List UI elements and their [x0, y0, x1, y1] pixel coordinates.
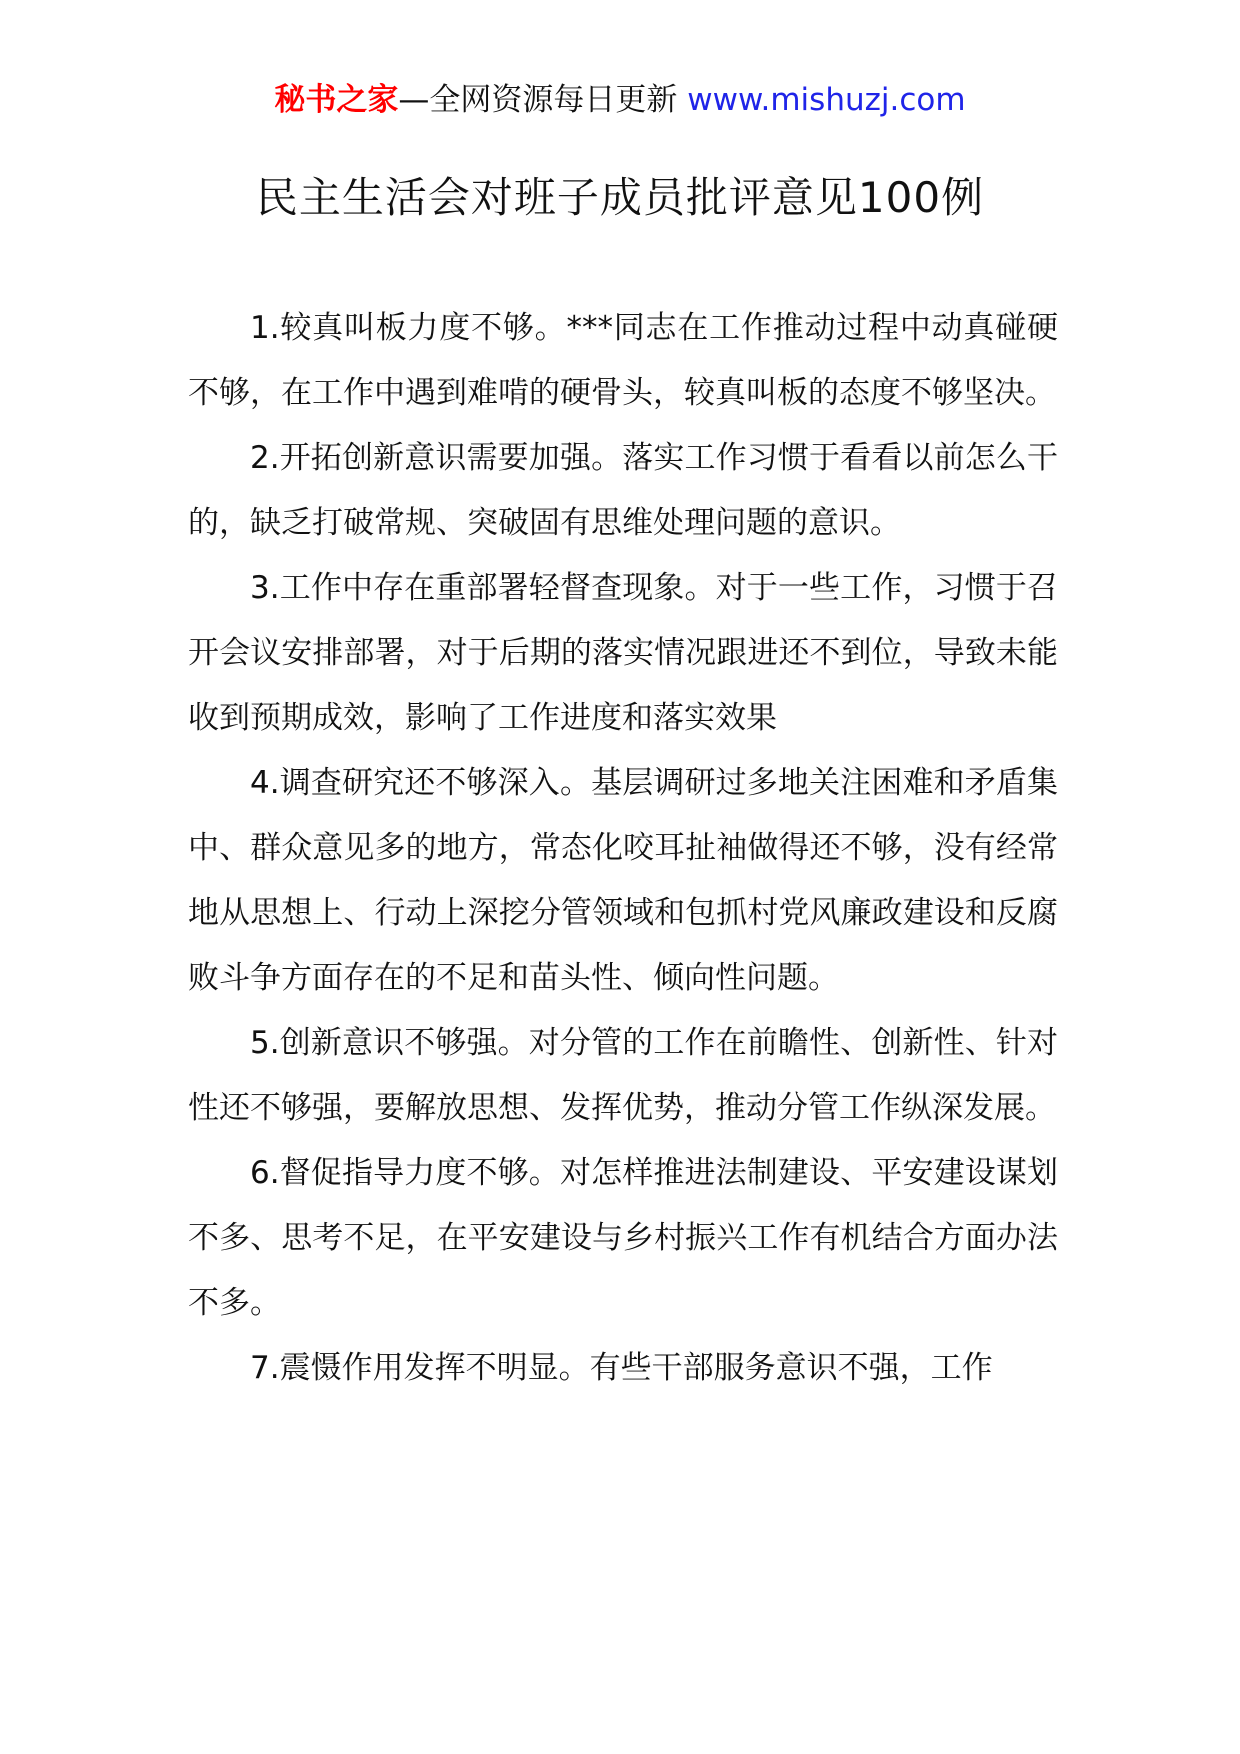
paragraph-1: 1.较真叫板力度不够。***同志在工作推动过程中动真碰硬不够，在工作中遇到难啃的硬骨头，较真叫板的态度不够坚决。 — [188, 310, 1058, 411]
header-tagline: —全网资源每日更新 — [398, 82, 688, 118]
brand-name: 秘书之家 — [274, 82, 399, 118]
paragraph-4: 4.调查研究还不够深入。基层调研过多地关注困难和矛盾集中、群众意见多的地方，常态化咬耳扯袖做得还不够，没有经常地从思想上、行动上深挖分管领域和包抓村党风廉政建设和反腐败斗争方面存在的不足和苗头性、倾向性问题。 — [188, 765, 1058, 996]
paragraph-6: 6.督促指导力度不够。对怎样推进法制建设、平安建设谋划不多、思考不足，在平安建设与乡村振兴工作有机结合方面办法不多。 — [188, 1155, 1058, 1321]
paragraph-5: 5.创新意识不够强。对分管的工作在前瞻性、创新性、针对性还不够强，要解放思想、发挥优势，推动分管工作纵深发展。 — [188, 1025, 1058, 1126]
site-header — [0, 78, 1240, 122]
paragraph-3: 3.工作中存在重部署轻督查现象。对于一些工作，习惯于召开会议安排部署，对于后期的落实情况跟进还不到位，导致未能收到预期成效，影响了工作进度和落实效果 — [188, 570, 1058, 736]
site-url-link[interactable]: www.mishuzj.com — [687, 82, 966, 118]
paragraph-7: 7.震慑作用发挥不明显。有些干部服务意识不强，工作 — [250, 1350, 993, 1386]
document-title: 民主生活会对班子成员批评意见100例 — [255, 173, 985, 222]
paragraph-2: 2.开拓创新意识需要加强。落实工作习惯于看看以前怎么干的，缺乏打破常规、突破固有思维处理问题的意识。 — [188, 440, 1058, 541]
document-body — [188, 296, 1058, 1401]
